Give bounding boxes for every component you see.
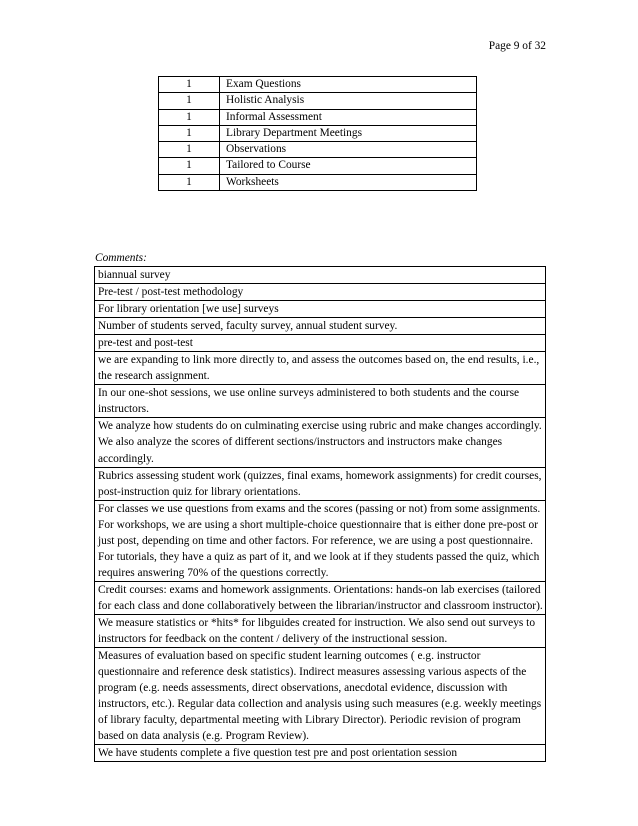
comment-cell: Measures of evaluation based on specific student learning outcomes ( e.g. instructor questionnaire and reference desk statistics). Indirect measures assessing various aspects of the program (e.g. needs assessments, direct observations, anecdotal evidence, discussion with instructors, etc.). Regular data collection and analysis using such measures (e.g. weekly meetings of library faculty, departmental meeting with Library Director). Periodic revision of program based on data analysis (e.g. Program Review).: [95, 648, 546, 745]
comment-cell: Number of students served, faculty survey, annual student survey.: [95, 318, 546, 335]
table-row: [95, 648, 546, 745]
comment-cell: In our one-shot sessions, we use online surveys administered to both students and the course instructors.: [95, 385, 546, 418]
count-cell: 1: [159, 142, 220, 158]
count-table: [158, 76, 477, 191]
comments-table: [94, 266, 546, 762]
comment-cell: We have students complete a five question test pre and post orientation session: [95, 745, 546, 762]
table-row: [159, 93, 477, 109]
table-row: [159, 142, 477, 158]
table-row: [95, 614, 546, 647]
comment-cell: Credit courses: exams and homework assignments. Orientations: hands-on lab exercises (tailored for each class and done collaboratively between the librarian/instructor and classroom instructor).: [95, 581, 546, 614]
comment-cell: biannual survey: [95, 267, 546, 284]
label-cell: Holistic Analysis: [220, 93, 477, 109]
table-row: [159, 158, 477, 174]
label-cell: Observations: [220, 142, 477, 158]
table-row: [95, 467, 546, 500]
comment-cell: We measure statistics or *hits* for libguides created for instruction. We also send out surveys to instructors for feedback on the content / delivery of the instructional session.: [95, 614, 546, 647]
table-row: [95, 418, 546, 467]
table-row: [95, 745, 546, 762]
comment-cell: Rubrics assessing student work (quizzes, final exams, homework assignments) for credit courses, post-instruction quiz for library orientations.: [95, 467, 546, 500]
table-row: [95, 284, 546, 301]
count-cell: 1: [159, 174, 220, 190]
table-row: [95, 500, 546, 581]
table-row: [95, 335, 546, 352]
comment-cell: For classes we use questions from exams and the scores (passing or not) from some assignments. For workshops, we are using a short multiple-choice questionnaire that is either done pre-post or just post, depending on time and other factors. For reference, we are using a post questionnaire. For tutorials, they have a quiz as part of it, and we look at if they students passed the quiz, which requires answering 70% of the questions correctly.: [95, 500, 546, 581]
count-cell: 1: [159, 77, 220, 93]
count-cell: 1: [159, 158, 220, 174]
page-number: Page 9 of 32: [488, 40, 546, 52]
label-cell: Tailored to Course: [220, 158, 477, 174]
label-cell: Library Department Meetings: [220, 125, 477, 141]
table-row: [95, 581, 546, 614]
table-row: [95, 352, 546, 385]
count-cell: 1: [159, 109, 220, 125]
table-row: [159, 77, 477, 93]
table-row: [159, 174, 477, 190]
comment-cell: For library orientation [we use] surveys: [95, 301, 546, 318]
comment-cell: pre-test and post-test: [95, 335, 546, 352]
table-row: [159, 109, 477, 125]
table-row: [159, 125, 477, 141]
comment-cell: we are expanding to link more directly to, and assess the outcomes based on, the end results, i.e., the research assignment.: [95, 352, 546, 385]
comment-cell: Pre-test / post-test methodology: [95, 284, 546, 301]
count-cell: 1: [159, 125, 220, 141]
label-cell: Informal Assessment: [220, 109, 477, 125]
label-cell: Worksheets: [220, 174, 477, 190]
table-row: [95, 318, 546, 335]
table-row: [95, 267, 546, 284]
count-cell: 1: [159, 93, 220, 109]
table-row: [95, 385, 546, 418]
table-row: [95, 301, 546, 318]
comments-heading: Comments:: [95, 252, 147, 264]
comment-cell: We analyze how students do on culminating exercise using rubric and make changes accordingly. We also analyze the scores of different sections/instructors and instructors make changes accordingly.: [95, 418, 546, 467]
label-cell: Exam Questions: [220, 77, 477, 93]
